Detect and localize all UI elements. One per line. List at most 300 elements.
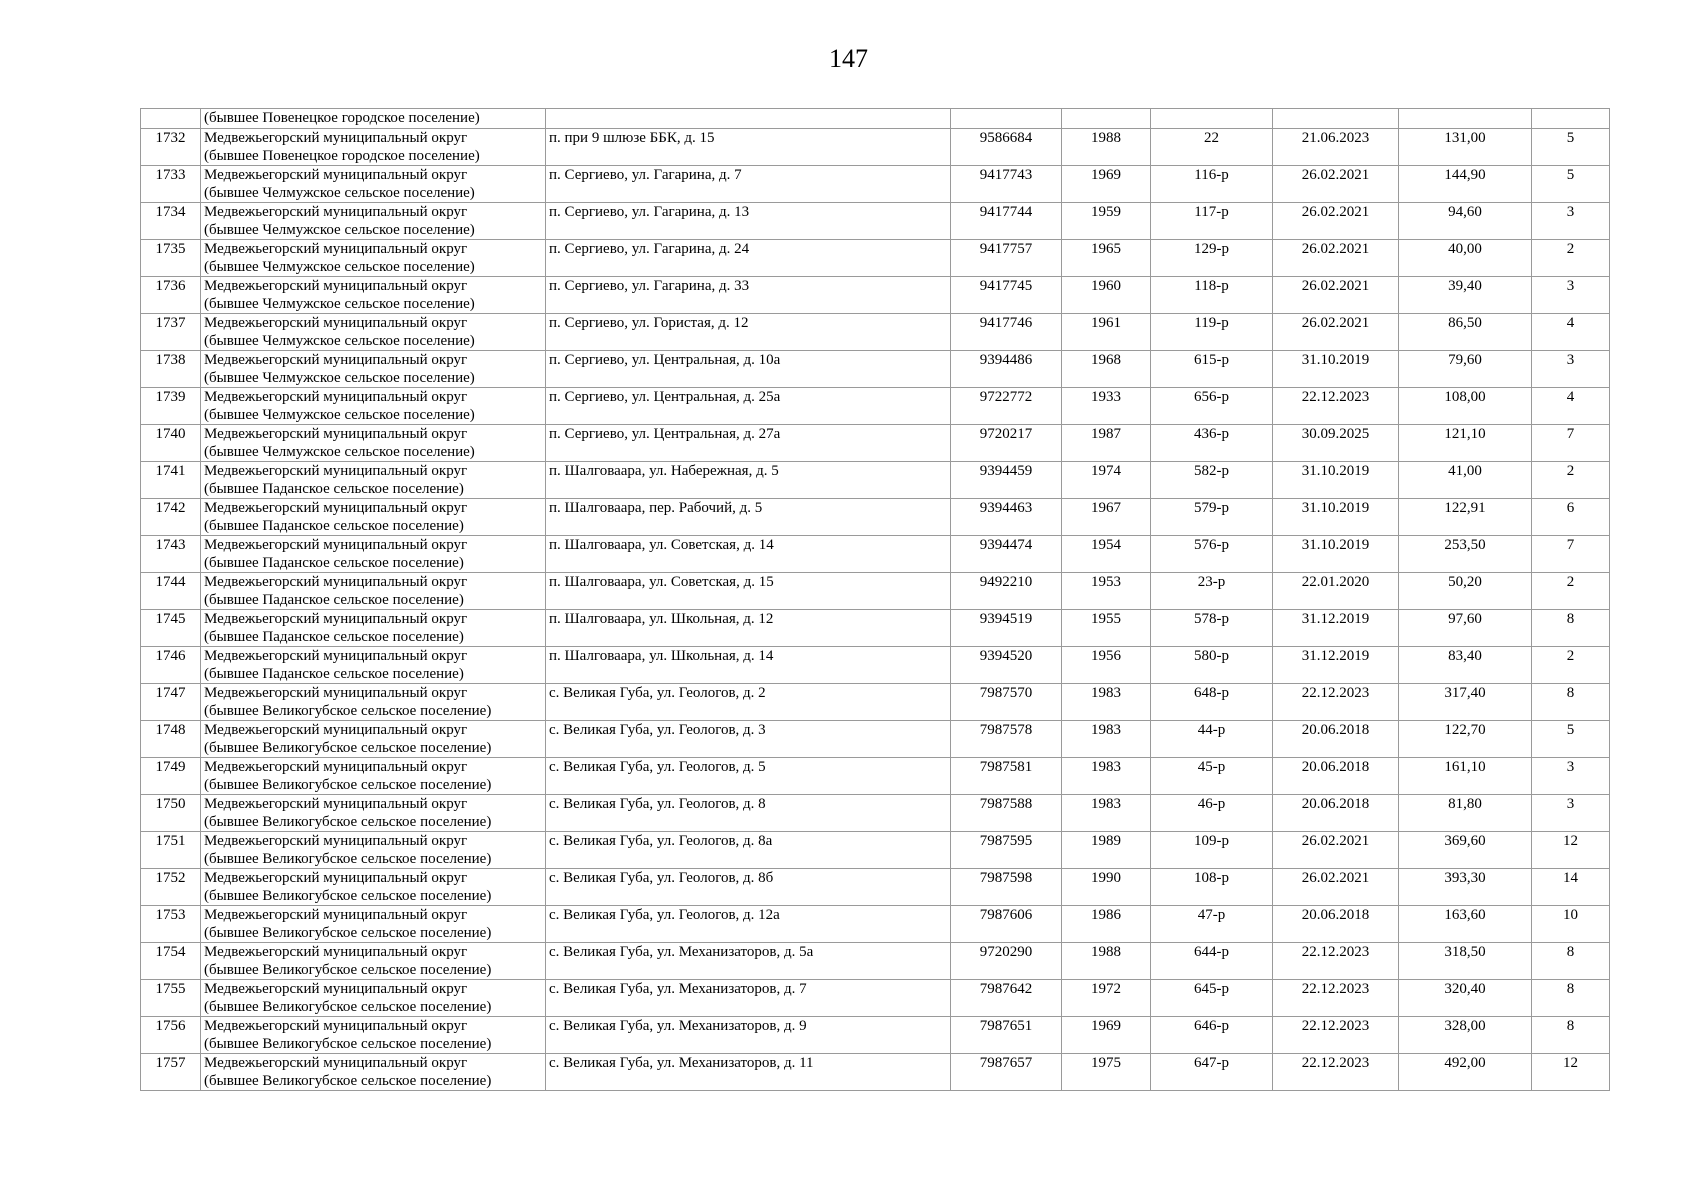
- cell-area: 393,30: [1399, 869, 1532, 906]
- cell-num: 1752: [141, 869, 201, 906]
- cell-area: 161,10: [1399, 758, 1532, 795]
- table-row: [141, 906, 1610, 943]
- cell-area: 121,10: [1399, 425, 1532, 462]
- cell-num: 1750: [141, 795, 201, 832]
- cell-date: 31.12.2019: [1273, 647, 1399, 684]
- cell-owner: [201, 351, 546, 388]
- table-row: [141, 795, 1610, 832]
- table-row: [141, 129, 1610, 166]
- cell-area: 40,00: [1399, 240, 1532, 277]
- cell-address: п. Шалговаара, ул. Школьная, д. 12: [546, 610, 951, 647]
- cell-count: 5: [1532, 166, 1610, 203]
- cell-area: 122,70: [1399, 721, 1532, 758]
- owner-line2: (бывшее Повенецкое городское поселение): [204, 110, 480, 126]
- cell-cadastral: 9394486: [951, 351, 1062, 388]
- owner-line2: (бывшее Челмужское сельское поселение): [204, 222, 475, 238]
- cell-doc-no: 47-р: [1151, 906, 1273, 943]
- cell-owner: [201, 1054, 546, 1091]
- owner-line2: (бывшее Великогубское сельское поселение): [204, 999, 492, 1015]
- cell-address: с. Великая Губа, ул. Механизаторов, д. 9: [546, 1017, 951, 1054]
- cell-count: 3: [1532, 758, 1610, 795]
- table-row: [141, 240, 1610, 277]
- cell-area: 39,40: [1399, 277, 1532, 314]
- owner-line1: Медвежьегорский муниципальный округ: [204, 537, 468, 553]
- cell-date: 20.06.2018: [1273, 795, 1399, 832]
- cell-owner: [201, 129, 546, 166]
- cell-date: 22.12.2023: [1273, 1054, 1399, 1091]
- cell-year: 1983: [1062, 795, 1151, 832]
- table-row: [141, 277, 1610, 314]
- cell-doc-no: 46-р: [1151, 795, 1273, 832]
- cell-doc-no: 582-р: [1151, 462, 1273, 499]
- cell-num: 1755: [141, 980, 201, 1017]
- cell-cadastral: 9720217: [951, 425, 1062, 462]
- cell-area: 79,60: [1399, 351, 1532, 388]
- cell-cadastral: 9394463: [951, 499, 1062, 536]
- owner-line1: Медвежьегорский муниципальный округ: [204, 796, 468, 812]
- table-row: [141, 758, 1610, 795]
- cell-num: 1747: [141, 684, 201, 721]
- cell-owner: [201, 166, 546, 203]
- cell-owner: [201, 943, 546, 980]
- owner-line1: Медвежьегорский муниципальный округ: [204, 759, 468, 775]
- cell-owner: [201, 573, 546, 610]
- cell-num: 1756: [141, 1017, 201, 1054]
- cell-cadastral: 9586684: [951, 129, 1062, 166]
- owner-line1: Медвежьегорский муниципальный округ: [204, 944, 468, 960]
- cell-area: 492,00: [1399, 1054, 1532, 1091]
- cell-doc-no: 648-р: [1151, 684, 1273, 721]
- cell-area: 144,90: [1399, 166, 1532, 203]
- cell-doc-no: 646-р: [1151, 1017, 1273, 1054]
- cell-area: 97,60: [1399, 610, 1532, 647]
- owner-line2: (бывшее Челмужское сельское поселение): [204, 259, 475, 275]
- cell-cadastral: [951, 109, 1062, 129]
- cell-doc-no: 576-р: [1151, 536, 1273, 573]
- cell-count: 6: [1532, 499, 1610, 536]
- cell-date: [1273, 109, 1399, 129]
- cell-count: 5: [1532, 721, 1610, 758]
- cell-doc-no: 44-р: [1151, 721, 1273, 758]
- cell-date: 30.09.2025: [1273, 425, 1399, 462]
- cell-owner: [201, 388, 546, 425]
- owner-line2: (бывшее Великогубское сельское поселение): [204, 925, 492, 941]
- cell-year: 1961: [1062, 314, 1151, 351]
- cell-doc-no: 23-р: [1151, 573, 1273, 610]
- cell-doc-no: [1151, 109, 1273, 129]
- owner-line1: Медвежьегорский муниципальный округ: [204, 278, 468, 294]
- cell-cadastral: 7987570: [951, 684, 1062, 721]
- cell-area: 131,00: [1399, 129, 1532, 166]
- table-row: [141, 647, 1610, 684]
- owner-line2: (бывшее Челмужское сельское поселение): [204, 333, 475, 349]
- owner-line1: Медвежьегорский муниципальный округ: [204, 389, 468, 405]
- cell-cadastral: 9720290: [951, 943, 1062, 980]
- owner-line1: Медвежьегорский муниципальный округ: [204, 463, 468, 479]
- cell-num: 1738: [141, 351, 201, 388]
- owner-line1: Медвежьегорский муниципальный округ: [204, 315, 468, 331]
- cell-date: 22.12.2023: [1273, 1017, 1399, 1054]
- cell-address: с. Великая Губа, ул. Геологов, д. 8а: [546, 832, 951, 869]
- table-row: [141, 721, 1610, 758]
- owner-line2: (бывшее Великогубское сельское поселение): [204, 1073, 492, 1089]
- cell-cadastral: 9722772: [951, 388, 1062, 425]
- cell-date: 26.02.2021: [1273, 869, 1399, 906]
- cell-num: 1734: [141, 203, 201, 240]
- cell-area: 122,91: [1399, 499, 1532, 536]
- cell-doc-no: 579-р: [1151, 499, 1273, 536]
- cell-date: 26.02.2021: [1273, 832, 1399, 869]
- cell-cadastral: 9394459: [951, 462, 1062, 499]
- cell-cadastral: 9417743: [951, 166, 1062, 203]
- cell-area: [1399, 109, 1532, 129]
- cell-address: с. Великая Губа, ул. Механизаторов, д. 11: [546, 1054, 951, 1091]
- cell-area: 317,40: [1399, 684, 1532, 721]
- cell-year: 1955: [1062, 610, 1151, 647]
- table-row: [141, 314, 1610, 351]
- table-row: [141, 166, 1610, 203]
- table-row: [141, 203, 1610, 240]
- cell-address: п. Сергиево, ул. Гагарина, д. 33: [546, 277, 951, 314]
- table-row: [141, 462, 1610, 499]
- cell-address: с. Великая Губа, ул. Геологов, д. 2: [546, 684, 951, 721]
- owner-line1: Медвежьегорский муниципальный округ: [204, 500, 468, 516]
- cell-address: п. Сергиево, ул. Центральная, д. 27а: [546, 425, 951, 462]
- cell-count: 2: [1532, 647, 1610, 684]
- cell-year: 1956: [1062, 647, 1151, 684]
- owner-line1: Медвежьегорский муниципальный округ: [204, 981, 468, 997]
- cell-address: п. Сергиево, ул. Гористая, д. 12: [546, 314, 951, 351]
- cell-cadastral: 7987651: [951, 1017, 1062, 1054]
- cell-year: 1988: [1062, 129, 1151, 166]
- cell-doc-no: 578-р: [1151, 610, 1273, 647]
- cell-cadastral: 9417745: [951, 277, 1062, 314]
- cell-owner: [201, 499, 546, 536]
- cell-date: 26.02.2021: [1273, 203, 1399, 240]
- cell-year: 1954: [1062, 536, 1151, 573]
- table-row: [141, 943, 1610, 980]
- cell-count: 3: [1532, 351, 1610, 388]
- cell-date: 20.06.2018: [1273, 721, 1399, 758]
- cell-address: п. Шалговаара, ул. Набережная, д. 5: [546, 462, 951, 499]
- cell-cadastral: 9417744: [951, 203, 1062, 240]
- cell-doc-no: 129-р: [1151, 240, 1273, 277]
- cell-owner: [201, 980, 546, 1017]
- cell-year: 1989: [1062, 832, 1151, 869]
- owner-line1: Медвежьегорский муниципальный округ: [204, 426, 468, 442]
- owner-line1: Медвежьегорский муниципальный округ: [204, 130, 468, 146]
- table-body: [141, 109, 1610, 1091]
- owner-line2: (бывшее Челмужское сельское поселение): [204, 370, 475, 386]
- cell-count: 3: [1532, 277, 1610, 314]
- cell-cadastral: 7987606: [951, 906, 1062, 943]
- registry-table: [140, 108, 1610, 1091]
- cell-owner: [201, 277, 546, 314]
- table-row: [141, 388, 1610, 425]
- owner-line1: Медвежьегорский муниципальный округ: [204, 611, 468, 627]
- owner-line2: (бывшее Челмужское сельское поселение): [204, 407, 475, 423]
- cell-year: 1975: [1062, 1054, 1151, 1091]
- cell-date: 22.12.2023: [1273, 980, 1399, 1017]
- cell-area: 369,60: [1399, 832, 1532, 869]
- cell-year: 1933: [1062, 388, 1151, 425]
- cell-year: 1968: [1062, 351, 1151, 388]
- table-row: [141, 832, 1610, 869]
- cell-date: 26.02.2021: [1273, 240, 1399, 277]
- cell-year: 1953: [1062, 573, 1151, 610]
- table-row: [141, 684, 1610, 721]
- cell-num: [141, 109, 201, 129]
- cell-cadastral: 7987581: [951, 758, 1062, 795]
- table-row-continuation: [141, 109, 1610, 129]
- cell-address: с. Великая Губа, ул. Механизаторов, д. 5а: [546, 943, 951, 980]
- owner-line2: (бывшее Великогубское сельское поселение): [204, 777, 492, 793]
- cell-year: 1972: [1062, 980, 1151, 1017]
- owner-line1: Медвежьегорский муниципальный округ: [204, 870, 468, 886]
- cell-address: [546, 109, 951, 129]
- cell-area: 86,50: [1399, 314, 1532, 351]
- cell-num: 1733: [141, 166, 201, 203]
- owner-line2: (бывшее Паданское сельское поселение): [204, 481, 464, 497]
- cell-owner: [201, 203, 546, 240]
- cell-count: 4: [1532, 388, 1610, 425]
- cell-area: 108,00: [1399, 388, 1532, 425]
- cell-area: 318,50: [1399, 943, 1532, 980]
- cell-date: 22.12.2023: [1273, 684, 1399, 721]
- cell-year: [1062, 109, 1151, 129]
- owner-line2: (бывшее Челмужское сельское поселение): [204, 185, 475, 201]
- cell-area: 50,20: [1399, 573, 1532, 610]
- cell-count: 10: [1532, 906, 1610, 943]
- cell-owner: [201, 536, 546, 573]
- cell-num: 1742: [141, 499, 201, 536]
- table-row: [141, 573, 1610, 610]
- cell-cadastral: 7987642: [951, 980, 1062, 1017]
- cell-num: 1736: [141, 277, 201, 314]
- cell-num: 1748: [141, 721, 201, 758]
- cell-num: 1746: [141, 647, 201, 684]
- cell-doc-no: 119-р: [1151, 314, 1273, 351]
- cell-cadastral: 7987657: [951, 1054, 1062, 1091]
- cell-count: 3: [1532, 795, 1610, 832]
- cell-area: 94,60: [1399, 203, 1532, 240]
- cell-num: 1757: [141, 1054, 201, 1091]
- owner-line1: Медвежьегорский муниципальный округ: [204, 574, 468, 590]
- cell-num: 1745: [141, 610, 201, 647]
- cell-owner: [201, 314, 546, 351]
- cell-year: 1988: [1062, 943, 1151, 980]
- cell-date: 26.02.2021: [1273, 314, 1399, 351]
- cell-address: с. Великая Губа, ул. Механизаторов, д. 7: [546, 980, 951, 1017]
- cell-doc-no: 436-р: [1151, 425, 1273, 462]
- cell-count: 7: [1532, 536, 1610, 573]
- cell-owner: [201, 1017, 546, 1054]
- cell-owner: [201, 684, 546, 721]
- cell-owner: [201, 795, 546, 832]
- owner-line1: Медвежьегорский муниципальный округ: [204, 241, 468, 257]
- owner-line2: (бывшее Великогубское сельское поселение): [204, 962, 492, 978]
- cell-count: 12: [1532, 832, 1610, 869]
- table-row: [141, 980, 1610, 1017]
- cell-owner: [201, 721, 546, 758]
- cell-cadastral: 9492210: [951, 573, 1062, 610]
- cell-address: п. Сергиево, ул. Центральная, д. 25а: [546, 388, 951, 425]
- cell-address: с. Великая Губа, ул. Геологов, д. 8: [546, 795, 951, 832]
- cell-count: 14: [1532, 869, 1610, 906]
- cell-num: 1737: [141, 314, 201, 351]
- cell-owner: [201, 610, 546, 647]
- cell-year: 1969: [1062, 1017, 1151, 1054]
- cell-address: п. Сергиево, ул. Гагарина, д. 24: [546, 240, 951, 277]
- owner-line2: (бывшее Великогубское сельское поселение): [204, 851, 492, 867]
- table-row: [141, 499, 1610, 536]
- table-row: [141, 536, 1610, 573]
- owner-line2: (бывшее Паданское сельское поселение): [204, 629, 464, 645]
- cell-doc-no: 656-р: [1151, 388, 1273, 425]
- cell-doc-no: 108-р: [1151, 869, 1273, 906]
- owner-line1: Медвежьегорский муниципальный округ: [204, 352, 468, 368]
- cell-date: 20.06.2018: [1273, 906, 1399, 943]
- cell-doc-no: 647-р: [1151, 1054, 1273, 1091]
- cell-doc-no: 644-р: [1151, 943, 1273, 980]
- cell-num: 1739: [141, 388, 201, 425]
- cell-count: 2: [1532, 240, 1610, 277]
- owner-line1: Медвежьегорский муниципальный округ: [204, 167, 468, 183]
- cell-cadastral: 7987588: [951, 795, 1062, 832]
- cell-doc-no: 116-р: [1151, 166, 1273, 203]
- cell-count: 8: [1532, 980, 1610, 1017]
- cell-doc-no: 22: [1151, 129, 1273, 166]
- cell-num: 1751: [141, 832, 201, 869]
- cell-year: 1987: [1062, 425, 1151, 462]
- table-row: [141, 425, 1610, 462]
- cell-area: 253,50: [1399, 536, 1532, 573]
- cell-date: 31.10.2019: [1273, 351, 1399, 388]
- cell-owner: [201, 647, 546, 684]
- table-row: [141, 1054, 1610, 1091]
- cell-year: 1983: [1062, 758, 1151, 795]
- cell-year: 1983: [1062, 721, 1151, 758]
- cell-address: п. Шалговаара, ул. Школьная, д. 14: [546, 647, 951, 684]
- cell-cadastral: 9394474: [951, 536, 1062, 573]
- owner-line1: Медвежьегорский муниципальный округ: [204, 204, 468, 220]
- cell-year: 1959: [1062, 203, 1151, 240]
- cell-date: 26.02.2021: [1273, 277, 1399, 314]
- cell-num: 1741: [141, 462, 201, 499]
- cell-owner: [201, 869, 546, 906]
- table-row: [141, 351, 1610, 388]
- cell-area: 163,60: [1399, 906, 1532, 943]
- page-number: 147: [829, 44, 868, 73]
- cell-year: 1990: [1062, 869, 1151, 906]
- cell-date: 22.12.2023: [1273, 388, 1399, 425]
- cell-cadastral: 9394520: [951, 647, 1062, 684]
- cell-count: 8: [1532, 610, 1610, 647]
- cell-area: 83,40: [1399, 647, 1532, 684]
- cell-date: 22.01.2020: [1273, 573, 1399, 610]
- cell-date: 31.10.2019: [1273, 462, 1399, 499]
- owner-line2: (бывшее Челмужское сельское поселение): [204, 444, 475, 460]
- cell-address: п. Шалговаара, ул. Советская, д. 14: [546, 536, 951, 573]
- cell-area: 81,80: [1399, 795, 1532, 832]
- cell-date: 31.12.2019: [1273, 610, 1399, 647]
- cell-address: п. Сергиево, ул. Гагарина, д. 13: [546, 203, 951, 240]
- owner-line2: (бывшее Повенецкое городское поселение): [204, 148, 480, 164]
- cell-count: 2: [1532, 462, 1610, 499]
- cell-address: п. Сергиево, ул. Центральная, д. 10а: [546, 351, 951, 388]
- cell-owner: [201, 832, 546, 869]
- cell-owner: [201, 109, 546, 129]
- cell-num: 1754: [141, 943, 201, 980]
- owner-line1: Медвежьегорский муниципальный округ: [204, 1055, 468, 1071]
- owner-line1: Медвежьегорский муниципальный округ: [204, 648, 468, 664]
- cell-year: 1986: [1062, 906, 1151, 943]
- cell-count: [1532, 109, 1610, 129]
- cell-count: 3: [1532, 203, 1610, 240]
- owner-line1: Медвежьегорский муниципальный округ: [204, 722, 468, 738]
- cell-doc-no: 45-р: [1151, 758, 1273, 795]
- cell-cadastral: 7987595: [951, 832, 1062, 869]
- cell-doc-no: 109-р: [1151, 832, 1273, 869]
- table-row: [141, 869, 1610, 906]
- cell-address: п. Шалговаара, ул. Советская, д. 15: [546, 573, 951, 610]
- cell-count: 7: [1532, 425, 1610, 462]
- cell-cadastral: 9417746: [951, 314, 1062, 351]
- cell-owner: [201, 425, 546, 462]
- cell-count: 8: [1532, 1017, 1610, 1054]
- cell-address: п. при 9 шлюзе ББК, д. 15: [546, 129, 951, 166]
- cell-year: 1965: [1062, 240, 1151, 277]
- owner-line1: Медвежьегорский муниципальный округ: [204, 685, 468, 701]
- cell-date: 31.10.2019: [1273, 536, 1399, 573]
- owner-line2: (бывшее Великогубское сельское поселение): [204, 814, 492, 830]
- cell-num: 1753: [141, 906, 201, 943]
- cell-num: 1740: [141, 425, 201, 462]
- cell-date: 26.02.2021: [1273, 166, 1399, 203]
- owner-line2: (бывшее Паданское сельское поселение): [204, 666, 464, 682]
- cell-num: 1732: [141, 129, 201, 166]
- cell-cadastral: 9394519: [951, 610, 1062, 647]
- table-row: [141, 610, 1610, 647]
- cell-num: 1735: [141, 240, 201, 277]
- cell-date: 22.12.2023: [1273, 943, 1399, 980]
- cell-address: п. Шалговаара, пер. Рабочий, д. 5: [546, 499, 951, 536]
- owner-line2: (бывшее Великогубское сельское поселение): [204, 1036, 492, 1052]
- cell-area: 328,00: [1399, 1017, 1532, 1054]
- owner-line2: (бывшее Великогубское сельское поселение): [204, 703, 492, 719]
- owner-line2: (бывшее Челмужское сельское поселение): [204, 296, 475, 312]
- cell-count: 5: [1532, 129, 1610, 166]
- owner-line1: Медвежьегорский муниципальный округ: [204, 833, 468, 849]
- cell-year: 1969: [1062, 166, 1151, 203]
- cell-year: 1983: [1062, 684, 1151, 721]
- cell-date: 20.06.2018: [1273, 758, 1399, 795]
- cell-address: с. Великая Губа, ул. Геологов, д. 5: [546, 758, 951, 795]
- cell-address: с. Великая Губа, ул. Геологов, д. 8б: [546, 869, 951, 906]
- owner-line2: (бывшее Паданское сельское поселение): [204, 592, 464, 608]
- owner-line2: (бывшее Паданское сельское поселение): [204, 555, 464, 571]
- cell-num: 1744: [141, 573, 201, 610]
- cell-count: 8: [1532, 684, 1610, 721]
- cell-address: с. Великая Губа, ул. Геологов, д. 12а: [546, 906, 951, 943]
- cell-address: с. Великая Губа, ул. Геологов, д. 3: [546, 721, 951, 758]
- owner-line2: (бывшее Великогубское сельское поселение): [204, 740, 492, 756]
- owner-line1: Медвежьегорский муниципальный округ: [204, 1018, 468, 1034]
- cell-cadastral: 7987598: [951, 869, 1062, 906]
- cell-owner: [201, 462, 546, 499]
- cell-count: 2: [1532, 573, 1610, 610]
- cell-year: 1960: [1062, 277, 1151, 314]
